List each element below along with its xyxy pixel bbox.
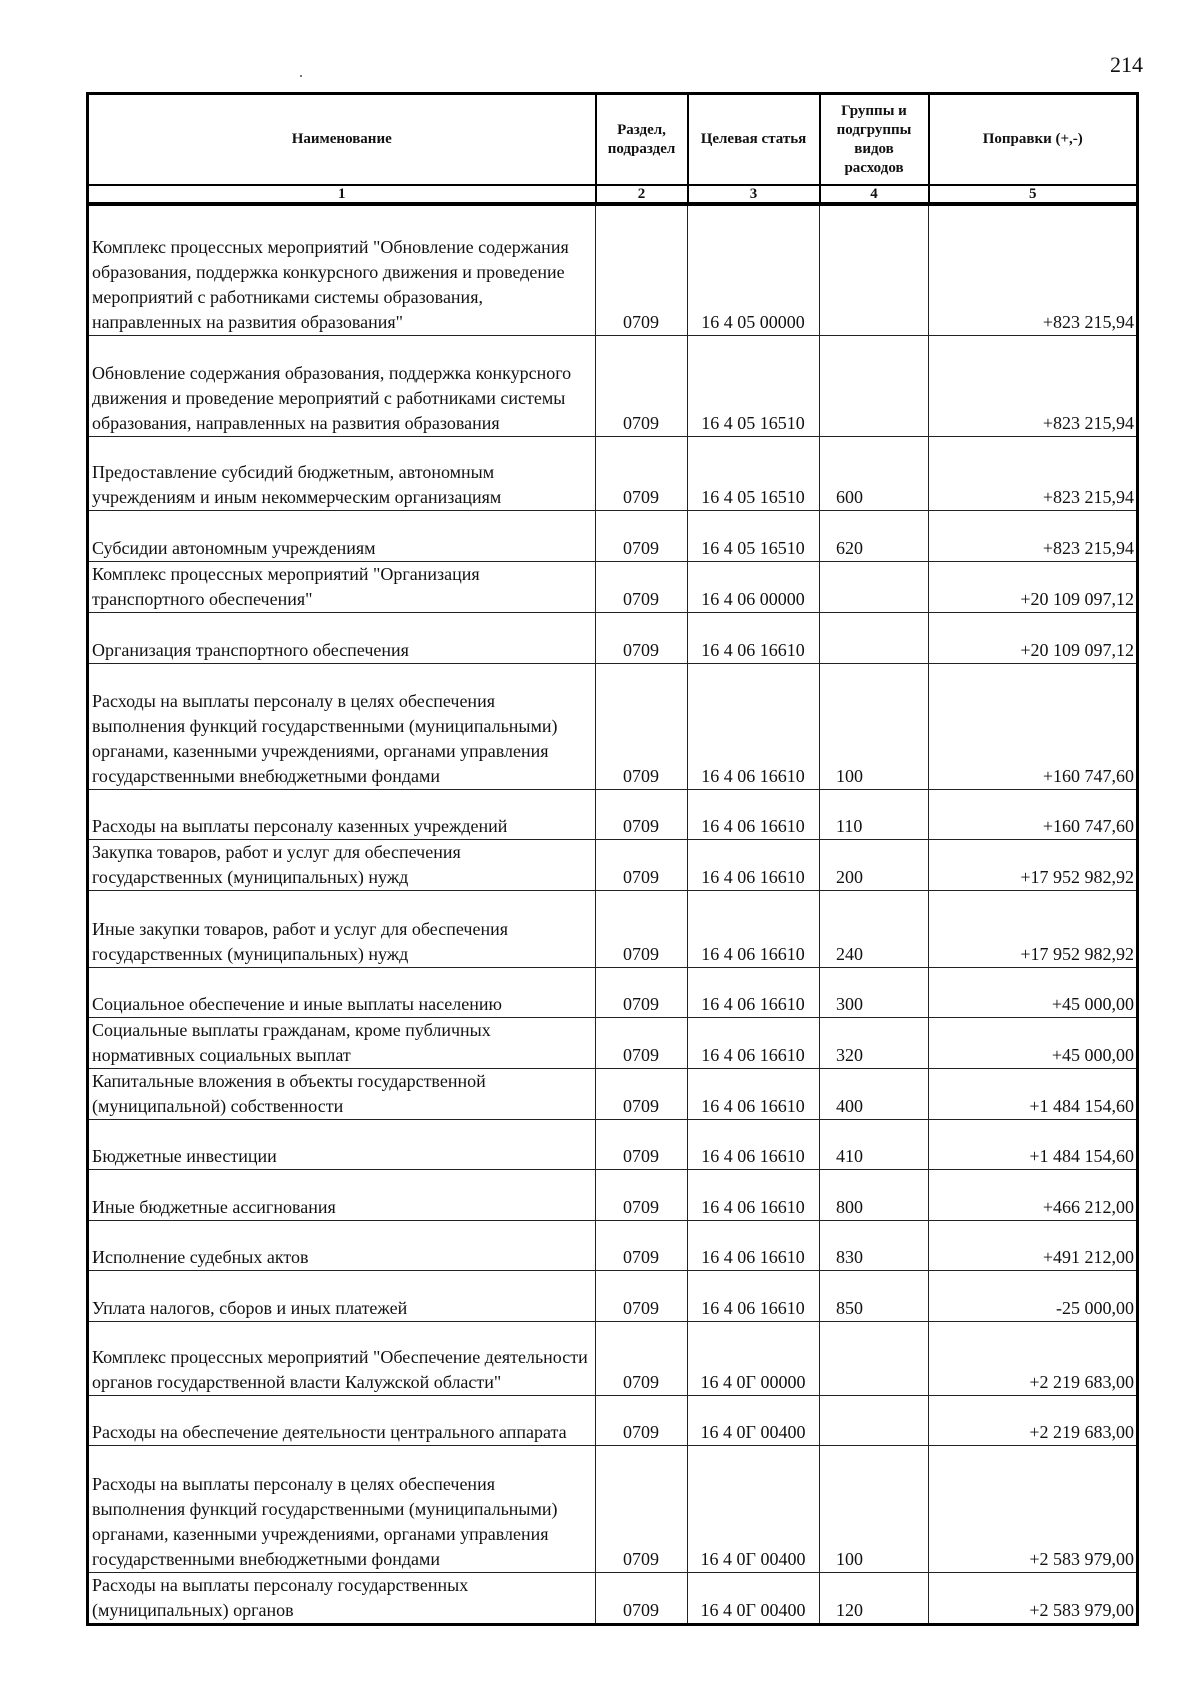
header-expense-group: Группы и подгруппы видов расходов (820, 94, 929, 186)
row-name: Закупка товаров, работ и услуг для обеспечения государственных (муниципальных) нужд (88, 839, 596, 890)
row-expense-group (820, 612, 929, 663)
row-section: 0709 (596, 789, 688, 839)
row-amount: +823 215,94 (929, 510, 1138, 561)
row-target-article: 16 4 06 16610 (688, 1220, 820, 1270)
column-number: 1 (88, 185, 596, 204)
row-target-article: 16 4 05 00000 (688, 204, 820, 335)
row-target-article: 16 4 05 16510 (688, 335, 820, 436)
row-name: Расходы на выплаты персоналу казенных учреждений (88, 789, 596, 839)
row-section: 0709 (596, 1119, 688, 1169)
row-target-article: 16 4 0Г 00400 (688, 1445, 820, 1572)
budget-amendments-table (86, 92, 1139, 1626)
column-number: 4 (820, 185, 929, 204)
header-target-article: Целевая статья (688, 94, 820, 186)
row-name: Уплата налогов, сборов и иных платежей (88, 1270, 596, 1321)
row-expense-group (820, 1395, 929, 1445)
row-amount: +823 215,94 (929, 204, 1138, 335)
row-name: Исполнение судебных актов (88, 1220, 596, 1270)
table-body (88, 204, 1138, 1624)
row-section: 0709 (596, 1395, 688, 1445)
row-expense-group: 200 (820, 839, 929, 890)
row-section: 0709 (596, 967, 688, 1017)
row-target-article: 16 4 06 00000 (688, 561, 820, 612)
row-expense-group (820, 1321, 929, 1395)
table-row (88, 789, 1138, 839)
row-section: 0709 (596, 890, 688, 967)
row-amount: +160 747,60 (929, 789, 1138, 839)
row-target-article: 16 4 06 16610 (688, 890, 820, 967)
row-amount: +160 747,60 (929, 663, 1138, 789)
row-amount: +2 583 979,00 (929, 1572, 1138, 1624)
row-section: 0709 (596, 436, 688, 510)
row-amount: +2 219 683,00 (929, 1321, 1138, 1395)
table-row (88, 335, 1138, 436)
row-target-article: 16 4 06 16610 (688, 612, 820, 663)
table-row (88, 1395, 1138, 1445)
row-expense-group: 240 (820, 890, 929, 967)
row-name: Организация транспортного обеспечения (88, 612, 596, 663)
column-number-row (88, 185, 1138, 204)
row-target-article: 16 4 06 16610 (688, 1017, 820, 1068)
row-amount: +45 000,00 (929, 1017, 1138, 1068)
table-row (88, 561, 1138, 612)
row-amount: +2 219 683,00 (929, 1395, 1138, 1445)
row-section: 0709 (596, 1321, 688, 1395)
table-row (88, 663, 1138, 789)
row-amount: +466 212,00 (929, 1169, 1138, 1220)
row-amount: -25 000,00 (929, 1270, 1138, 1321)
row-name: Субсидии автономным учреждениям (88, 510, 596, 561)
table-row (88, 967, 1138, 1017)
row-target-article: 16 4 06 16610 (688, 1068, 820, 1119)
header-row (88, 94, 1138, 186)
row-section: 0709 (596, 510, 688, 561)
row-expense-group: 620 (820, 510, 929, 561)
row-amount: +17 952 982,92 (929, 839, 1138, 890)
row-amount: +1 484 154,60 (929, 1119, 1138, 1169)
row-expense-group: 100 (820, 1445, 929, 1572)
row-expense-group (820, 204, 929, 335)
table-row (88, 1068, 1138, 1119)
row-amount: +823 215,94 (929, 335, 1138, 436)
row-expense-group: 850 (820, 1270, 929, 1321)
row-name: Обновление содержания образования, поддержка конкурсного движения и проведение мероприятий с работниками системы образования, направленных на развития образования (88, 335, 596, 436)
row-name: Расходы на выплаты персоналу государственных (муниципальных) органов (88, 1572, 596, 1624)
row-amount: +17 952 982,92 (929, 890, 1138, 967)
row-name: Расходы на обеспечение деятельности центрального аппарата (88, 1395, 596, 1445)
column-number: 5 (929, 185, 1138, 204)
table-row (88, 890, 1138, 967)
row-expense-group (820, 335, 929, 436)
row-amount: +491 212,00 (929, 1220, 1138, 1270)
row-target-article: 16 4 06 16610 (688, 1169, 820, 1220)
table-row (88, 1572, 1138, 1624)
row-name: Предоставление субсидий бюджетным, автономным учреждениям и иным некоммерческим организациям (88, 436, 596, 510)
row-name: Иные закупки товаров, работ и услуг для обеспечения государственных (муниципальных) нужд (88, 890, 596, 967)
row-section: 0709 (596, 1445, 688, 1572)
row-section: 0709 (596, 1220, 688, 1270)
row-target-article: 16 4 06 16610 (688, 1119, 820, 1169)
table-row (88, 1017, 1138, 1068)
row-name: Комплекс процессных мероприятий "Организация транспортного обеспечения" (88, 561, 596, 612)
page-number: 214 (1110, 52, 1143, 77)
row-target-article: 16 4 05 16510 (688, 510, 820, 561)
row-section: 0709 (596, 561, 688, 612)
row-expense-group: 400 (820, 1068, 929, 1119)
row-expense-group: 410 (820, 1119, 929, 1169)
row-name: Комплекс процессных мероприятий "Обновление содержания образования, поддержка конкурсного движения и проведение мероприятий с работниками системы образования, направленных на развития образования" (88, 204, 596, 335)
table-row (88, 204, 1138, 335)
row-section: 0709 (596, 1270, 688, 1321)
row-target-article: 16 4 0Г 00400 (688, 1572, 820, 1624)
row-amount: +823 215,94 (929, 436, 1138, 510)
table-row (88, 612, 1138, 663)
row-amount: +1 484 154,60 (929, 1068, 1138, 1119)
row-expense-group: 120 (820, 1572, 929, 1624)
row-section: 0709 (596, 1572, 688, 1624)
table-row (88, 1119, 1138, 1169)
column-number: 2 (596, 185, 688, 204)
row-expense-group: 100 (820, 663, 929, 789)
header-amendments: Поправки (+,-) (929, 94, 1138, 186)
row-expense-group (820, 561, 929, 612)
row-target-article: 16 4 0Г 00000 (688, 1321, 820, 1395)
row-section: 0709 (596, 1017, 688, 1068)
row-target-article: 16 4 06 16610 (688, 967, 820, 1017)
header-name: Наименование (88, 94, 596, 186)
row-target-article: 16 4 05 16510 (688, 436, 820, 510)
row-section: 0709 (596, 839, 688, 890)
row-section: 0709 (596, 1169, 688, 1220)
row-name: Капитальные вложения в объекты государственной (муниципальной) собственности (88, 1068, 596, 1119)
row-amount: +45 000,00 (929, 967, 1138, 1017)
table-row (88, 1445, 1138, 1572)
scan-artifact (300, 75, 302, 77)
row-name: Комплекс процессных мероприятий "Обеспечение деятельности органов государственной власти Калужской области" (88, 1321, 596, 1395)
row-amount: +20 109 097,12 (929, 561, 1138, 612)
row-expense-group: 600 (820, 436, 929, 510)
table-row (88, 510, 1138, 561)
row-amount: +2 583 979,00 (929, 1445, 1138, 1572)
row-target-article: 16 4 06 16610 (688, 663, 820, 789)
row-name: Иные бюджетные ассигнования (88, 1169, 596, 1220)
column-number: 3 (688, 185, 820, 204)
row-target-article: 16 4 06 16610 (688, 1270, 820, 1321)
row-name: Расходы на выплаты персоналу в целях обеспечения выполнения функций государственными (муниципальными) органами, казенными учреждениями, органами управления государственными внебюджетными фондами (88, 1445, 596, 1572)
row-expense-group: 110 (820, 789, 929, 839)
row-name: Бюджетные инвестиции (88, 1119, 596, 1169)
table-row (88, 839, 1138, 890)
row-section: 0709 (596, 204, 688, 335)
row-name: Социальные выплаты гражданам, кроме публичных нормативных социальных выплат (88, 1017, 596, 1068)
table-row (88, 1270, 1138, 1321)
table-row (88, 436, 1138, 510)
table-row (88, 1321, 1138, 1395)
row-expense-group: 300 (820, 967, 929, 1017)
row-target-article: 16 4 06 16610 (688, 839, 820, 890)
row-target-article: 16 4 0Г 00400 (688, 1395, 820, 1445)
row-name: Расходы на выплаты персоналу в целях обеспечения выполнения функций государственными (муниципальными) органами, казенными учреждениями, органами управления государственными внебюджетными фондами (88, 663, 596, 789)
row-section: 0709 (596, 612, 688, 663)
row-section: 0709 (596, 335, 688, 436)
row-expense-group: 830 (820, 1220, 929, 1270)
row-section: 0709 (596, 1068, 688, 1119)
table-row (88, 1220, 1138, 1270)
header-section: Раздел, подраздел (596, 94, 688, 186)
row-section: 0709 (596, 663, 688, 789)
row-expense-group: 800 (820, 1169, 929, 1220)
table-row (88, 1169, 1138, 1220)
row-name: Социальное обеспечение и иные выплаты населению (88, 967, 596, 1017)
row-expense-group: 320 (820, 1017, 929, 1068)
row-amount: +20 109 097,12 (929, 612, 1138, 663)
row-target-article: 16 4 06 16610 (688, 789, 820, 839)
